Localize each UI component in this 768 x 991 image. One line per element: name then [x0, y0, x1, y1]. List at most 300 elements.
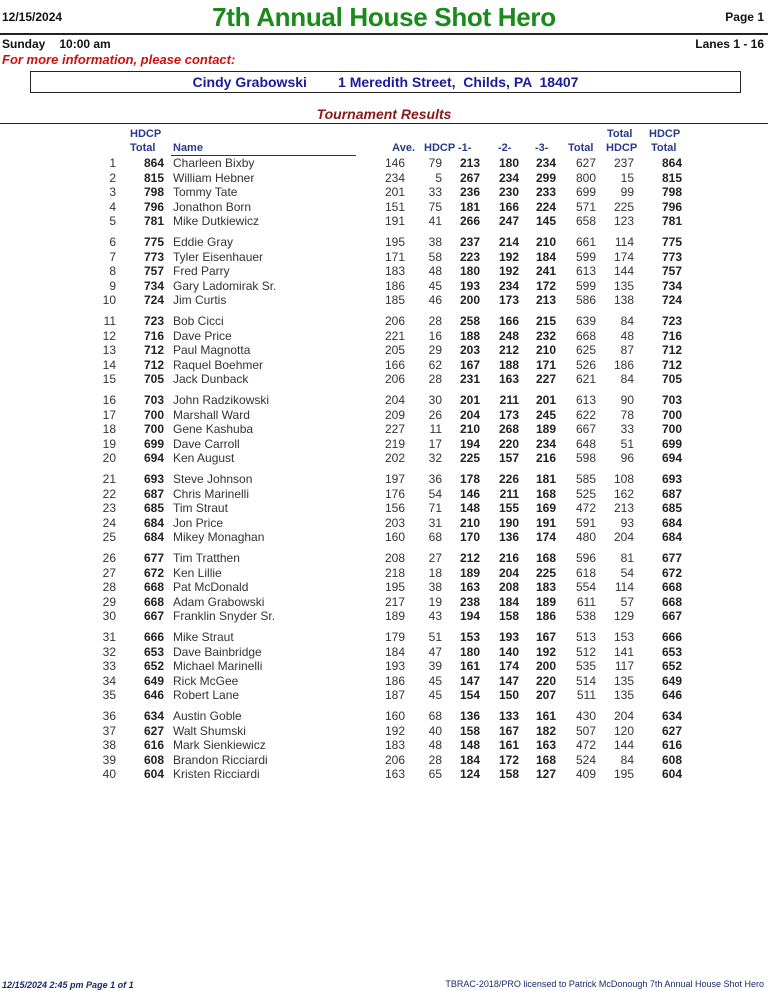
total-handicap-cell: 204 — [613, 530, 634, 544]
hdcp-total-cell: 608 — [143, 752, 164, 767]
table-row — [0, 551, 768, 565]
total-handicap-cell: 108 — [613, 472, 634, 486]
game-2-cell: 174 — [498, 659, 519, 673]
game-2-cell: 192 — [498, 264, 519, 278]
place-cell: 38 — [102, 738, 116, 752]
contact-prompt: For more information, please contact: — [2, 52, 236, 67]
final-hdcp-total-cell: 723 — [661, 314, 682, 328]
final-hdcp-total-cell: 693 — [661, 472, 682, 486]
scratch-total-cell: 586 — [575, 293, 596, 307]
game-3-cell: 191 — [535, 515, 556, 530]
place-cell: 25 — [102, 530, 116, 544]
scratch-total-cell: 658 — [575, 214, 596, 228]
table-row — [0, 293, 768, 307]
hdcp-total-cell: 796 — [143, 199, 164, 214]
average-cell: 156 — [384, 501, 405, 515]
hdcp-total-cell: 684 — [143, 515, 164, 530]
game-2-cell: 208 — [498, 580, 519, 594]
hdcp-total-cell: 757 — [143, 264, 164, 278]
game-1-cell: 148 — [459, 738, 480, 752]
game-1-cell: 210 — [459, 515, 480, 530]
bowler-name-cell: Rick McGee — [173, 673, 239, 688]
game-2-cell: 247 — [498, 214, 519, 228]
total-handicap-cell: 93 — [620, 515, 634, 530]
bowler-name-cell: Jim Curtis — [173, 293, 227, 307]
game-1-cell: 124 — [459, 767, 480, 781]
scratch-total-cell: 513 — [575, 630, 596, 644]
average-cell: 218 — [384, 565, 405, 580]
scratch-total-cell: 526 — [575, 357, 596, 372]
game-1-cell: 167 — [459, 357, 480, 372]
game-1-cell: 148 — [459, 501, 480, 515]
game-2-cell: 190 — [498, 515, 519, 530]
total-handicap-cell: 153 — [613, 630, 634, 644]
game-3-cell: 241 — [535, 264, 556, 278]
report-title: 7th Annual House Shot Hero — [212, 2, 556, 32]
game-2-cell: 161 — [498, 738, 519, 752]
handicap-cell: 65 — [428, 767, 442, 781]
scratch-total-cell: 591 — [575, 515, 596, 530]
col-hdcp-total-bottom: Total — [130, 142, 156, 154]
bowler-name-cell: Ken Lillie — [173, 565, 222, 580]
game-1-cell: 237 — [459, 235, 480, 249]
place-cell: 30 — [102, 609, 116, 623]
total-handicap-cell: 123 — [613, 214, 634, 228]
final-hdcp-total-cell: 815 — [661, 170, 682, 185]
scratch-total-cell: 599 — [575, 278, 596, 293]
game-2-cell: 211 — [499, 393, 519, 407]
bowler-name-cell: Dave Bainbridge — [173, 644, 262, 659]
average-cell: 234 — [384, 170, 405, 185]
table-row — [0, 472, 768, 486]
game-2-cell: 234 — [498, 170, 519, 185]
handicap-cell: 45 — [428, 688, 442, 702]
average-cell: 160 — [384, 530, 405, 544]
average-cell: 189 — [384, 609, 405, 623]
hdcp-total-cell: 724 — [143, 293, 164, 307]
final-hdcp-total-cell: 796 — [661, 199, 682, 214]
game-2-cell: 212 — [498, 343, 519, 357]
total-handicap-cell: 213 — [613, 501, 634, 515]
place-cell: 22 — [102, 486, 116, 501]
game-1-cell: 231 — [459, 372, 480, 386]
game-1-cell: 258 — [459, 314, 480, 328]
game-3-cell: 168 — [535, 752, 556, 767]
handicap-cell: 36 — [428, 472, 442, 486]
hdcp-total-cell: 687 — [143, 486, 164, 501]
place-cell: 32 — [102, 644, 116, 659]
game-1-cell: 146 — [459, 486, 480, 501]
scratch-total-cell: 648 — [575, 436, 596, 451]
game-2-cell: 150 — [498, 688, 519, 702]
handicap-cell: 62 — [428, 357, 442, 372]
game-3-cell: 145 — [535, 214, 556, 228]
place-cell: 20 — [102, 451, 116, 465]
table-row — [0, 171, 768, 185]
game-1-cell: 136 — [459, 709, 480, 723]
game-1-cell: 180 — [459, 264, 480, 278]
final-hdcp-total-cell: 646 — [661, 688, 682, 702]
handicap-cell: 58 — [428, 249, 442, 264]
hdcp-total-cell: 712 — [143, 357, 164, 372]
place-cell: 21 — [102, 472, 116, 486]
table-row — [0, 343, 768, 357]
bowler-name-cell: Tyler Eisenhauer — [173, 249, 264, 264]
total-handicap-cell: 129 — [613, 609, 634, 623]
average-cell: 183 — [384, 738, 405, 752]
final-hdcp-total-cell: 734 — [661, 278, 682, 293]
total-handicap-cell: 114 — [614, 235, 634, 249]
table-row — [0, 393, 768, 407]
game-2-cell: 234 — [498, 278, 519, 293]
game-3-cell: 234 — [535, 156, 556, 170]
final-hdcp-total-cell: 608 — [661, 752, 682, 767]
bowler-name-cell: Steve Johnson — [173, 472, 253, 486]
header-divider — [0, 33, 768, 35]
hdcp-total-cell: 716 — [143, 328, 164, 343]
final-hdcp-total-cell: 724 — [661, 293, 682, 307]
final-hdcp-total-cell: 700 — [661, 407, 682, 422]
hdcp-total-cell: 684 — [143, 530, 164, 544]
bowler-name-cell: Michael Marinelli — [173, 659, 263, 673]
bowler-name-cell: Paul Magnotta — [173, 343, 251, 357]
game-3-cell: 127 — [535, 767, 556, 781]
handicap-cell: 43 — [428, 609, 442, 623]
handicap-cell: 28 — [428, 314, 442, 328]
game-1-cell: 193 — [459, 278, 480, 293]
table-row — [0, 156, 768, 170]
handicap-cell: 68 — [428, 530, 442, 544]
contact-box — [30, 71, 741, 93]
bowler-name-cell: Adam Grabowski — [173, 594, 265, 609]
hdcp-total-cell: 815 — [143, 170, 164, 185]
handicap-cell: 5 — [435, 170, 442, 185]
total-handicap-cell: 15 — [620, 170, 634, 185]
table-row — [0, 566, 768, 580]
game-1-cell: 225 — [459, 451, 480, 465]
game-1-cell: 163 — [459, 580, 480, 594]
handicap-cell: 48 — [428, 264, 442, 278]
game-2-cell: 172 — [498, 752, 519, 767]
col-total-hdcp-bottom: HDCP — [606, 142, 638, 154]
col-final-bottom: Total — [651, 142, 677, 154]
results-divider — [0, 123, 768, 124]
bowler-name-cell: Tim Straut — [173, 501, 228, 515]
average-cell: 227 — [384, 422, 405, 436]
footer-print-info: 12/15/2024 2:45 pm Page 1 of 1 — [2, 980, 134, 990]
place-cell: 8 — [109, 264, 116, 278]
scratch-total-cell: 571 — [575, 199, 596, 214]
place-cell: 36 — [102, 709, 116, 723]
game-2-cell: 192 — [498, 249, 519, 264]
handicap-cell: 47 — [428, 644, 442, 659]
hdcp-total-cell: 667 — [143, 609, 164, 623]
total-handicap-cell: 54 — [620, 565, 634, 580]
handicap-cell: 19 — [428, 594, 442, 609]
total-handicap-cell: 162 — [613, 486, 634, 501]
handicap-cell: 45 — [428, 673, 442, 688]
average-cell: 195 — [384, 580, 405, 594]
final-hdcp-total-cell: 712 — [661, 357, 682, 372]
game-2-cell: 166 — [498, 314, 519, 328]
total-handicap-cell: 81 — [620, 551, 634, 565]
final-hdcp-total-cell: 666 — [661, 630, 682, 644]
hdcp-total-cell: 649 — [143, 673, 164, 688]
col-final-top: HDCP — [649, 128, 681, 140]
place-cell: 11 — [103, 314, 116, 328]
game-1-cell: 178 — [459, 472, 480, 486]
scratch-total-cell: 514 — [575, 673, 596, 688]
game-3-cell: 192 — [535, 644, 556, 659]
game-3-cell: 167 — [535, 630, 556, 644]
table-row — [0, 580, 768, 594]
table-row — [0, 516, 768, 530]
page-number: Page 1 — [725, 10, 764, 24]
hdcp-total-cell: 668 — [143, 580, 164, 594]
bowler-name-cell: Tim Tratthen — [173, 551, 240, 565]
average-cell: 197 — [384, 472, 405, 486]
total-handicap-cell: 96 — [620, 451, 634, 465]
game-3-cell: 233 — [535, 185, 556, 199]
col-total: Total — [568, 142, 594, 154]
game-2-cell: 184 — [498, 594, 519, 609]
hdcp-total-cell: 703 — [143, 393, 164, 407]
handicap-cell: 75 — [428, 199, 442, 214]
game-3-cell: 225 — [535, 565, 556, 580]
average-cell: 166 — [384, 357, 405, 372]
bowler-name-cell: Eddie Gray — [173, 235, 234, 249]
scratch-total-cell: 507 — [575, 723, 596, 738]
table-row — [0, 372, 768, 386]
col-hdcp: HDCP — [424, 142, 456, 154]
table-row — [0, 422, 768, 436]
hdcp-total-cell: 700 — [143, 407, 164, 422]
game-1-cell: 201 — [459, 393, 480, 407]
game-2-cell: 211 — [499, 486, 519, 501]
game-2-cell: 268 — [498, 422, 519, 436]
table-row — [0, 314, 768, 328]
col-game-1: -1- — [458, 142, 472, 154]
game-3-cell: 186 — [535, 609, 556, 623]
final-hdcp-total-cell: 685 — [661, 501, 682, 515]
game-2-cell: 166 — [498, 199, 519, 214]
col-name: Name — [173, 142, 203, 154]
game-1-cell: 213 — [459, 156, 480, 170]
average-cell: 186 — [384, 673, 405, 688]
final-hdcp-total-cell: 703 — [661, 393, 682, 407]
handicap-cell: 48 — [428, 738, 442, 752]
game-3-cell: 189 — [535, 422, 556, 436]
hdcp-total-cell: 775 — [143, 235, 164, 249]
place-cell: 1 — [109, 156, 116, 170]
game-2-cell: 155 — [498, 501, 519, 515]
handicap-cell: 26 — [428, 407, 442, 422]
game-3-cell: 215 — [535, 314, 556, 328]
average-cell: 205 — [384, 343, 405, 357]
bowler-name-cell: Robert Lane — [173, 688, 240, 702]
game-3-cell: 232 — [535, 328, 556, 343]
scratch-total-cell: 511 — [576, 688, 596, 702]
total-handicap-cell: 135 — [613, 278, 634, 293]
table-row — [0, 437, 768, 451]
game-1-cell: 188 — [459, 328, 480, 343]
final-hdcp-total-cell: 798 — [661, 185, 682, 199]
hdcp-total-cell: 685 — [143, 501, 164, 515]
game-2-cell: 167 — [498, 723, 519, 738]
scratch-total-cell: 472 — [575, 501, 596, 515]
average-cell: 163 — [384, 767, 405, 781]
bowler-name-cell: Brandon Ricciardi — [173, 752, 268, 767]
scratch-total-cell: 599 — [575, 249, 596, 264]
game-3-cell: 184 — [535, 249, 556, 264]
scratch-total-cell: 525 — [575, 486, 596, 501]
table-row — [0, 185, 768, 199]
total-handicap-cell: 225 — [613, 199, 634, 214]
handicap-cell: 45 — [428, 278, 442, 293]
table-row — [0, 724, 768, 738]
game-1-cell: 154 — [459, 688, 480, 702]
table-row — [0, 630, 768, 644]
place-cell: 16 — [102, 393, 116, 407]
session-day-time — [2, 37, 111, 51]
final-hdcp-total-cell: 705 — [661, 372, 682, 386]
table-row — [0, 358, 768, 372]
total-handicap-cell: 114 — [614, 580, 634, 594]
place-cell: 7 — [109, 249, 116, 264]
final-hdcp-total-cell: 694 — [661, 451, 682, 465]
place-cell: 29 — [102, 594, 116, 609]
game-3-cell: 174 — [535, 530, 556, 544]
game-3-cell: 161 — [535, 709, 556, 723]
handicap-cell: 41 — [428, 214, 442, 228]
place-cell: 35 — [102, 688, 116, 702]
total-handicap-cell: 120 — [613, 723, 634, 738]
final-hdcp-total-cell: 864 — [661, 156, 682, 170]
table-row — [0, 738, 768, 752]
game-3-cell: 201 — [535, 393, 556, 407]
game-3-cell: 224 — [535, 199, 556, 214]
average-cell: 203 — [384, 515, 405, 530]
average-cell: 195 — [384, 235, 405, 249]
hdcp-total-cell: 694 — [143, 451, 164, 465]
average-cell: 160 — [384, 709, 405, 723]
total-handicap-cell: 57 — [620, 594, 634, 609]
handicap-cell: 79 — [428, 156, 442, 170]
handicap-cell: 39 — [428, 659, 442, 673]
average-cell: 151 — [384, 199, 405, 214]
game-3-cell: 234 — [535, 436, 556, 451]
table-row — [0, 408, 768, 422]
final-hdcp-total-cell: 649 — [661, 673, 682, 688]
col-total-hdcp-top: Total — [607, 128, 633, 140]
total-handicap-cell: 195 — [613, 767, 634, 781]
average-cell: 206 — [384, 372, 405, 386]
total-handicap-cell: 87 — [620, 343, 634, 357]
average-cell: 193 — [384, 659, 405, 673]
total-handicap-cell: 33 — [620, 422, 634, 436]
game-1-cell: 204 — [459, 407, 480, 422]
final-hdcp-total-cell: 668 — [661, 594, 682, 609]
game-1-cell: 236 — [459, 185, 480, 199]
average-cell: 219 — [384, 436, 405, 451]
game-1-cell: 170 — [459, 530, 480, 544]
game-2-cell: 214 — [498, 235, 519, 249]
handicap-cell: 29 — [428, 343, 442, 357]
final-hdcp-total-cell: 668 — [661, 580, 682, 594]
game-2-cell: 216 — [498, 551, 519, 565]
place-cell: 24 — [102, 515, 116, 530]
table-row — [0, 329, 768, 343]
total-handicap-cell: 78 — [620, 407, 634, 422]
place-cell: 31 — [102, 630, 116, 644]
average-cell: 176 — [384, 486, 405, 501]
scratch-total-cell: 800 — [575, 170, 596, 185]
table-row — [0, 767, 768, 781]
place-cell: 23 — [102, 501, 116, 515]
handicap-cell: 28 — [428, 752, 442, 767]
handicap-cell: 38 — [428, 235, 442, 249]
place-cell: 15 — [102, 372, 116, 386]
place-cell: 5 — [109, 214, 116, 228]
game-1-cell: 153 — [459, 630, 480, 644]
bowler-name-cell: Pat McDonald — [173, 580, 249, 594]
game-1-cell: 200 — [459, 293, 480, 307]
total-handicap-cell: 135 — [613, 688, 634, 702]
place-cell: 2 — [109, 170, 116, 185]
scratch-total-cell: 524 — [575, 752, 596, 767]
place-cell: 39 — [102, 752, 116, 767]
game-2-cell: 188 — [498, 357, 519, 372]
total-handicap-cell: 144 — [613, 264, 634, 278]
handicap-cell: 51 — [428, 630, 442, 644]
bowler-name-cell: Fred Parry — [173, 264, 230, 278]
table-row — [0, 530, 768, 544]
game-2-cell: 136 — [498, 530, 519, 544]
total-handicap-cell: 204 — [613, 709, 634, 723]
bowler-name-cell: Kristen Ricciardi — [173, 767, 260, 781]
final-hdcp-total-cell: 677 — [661, 551, 682, 565]
final-hdcp-total-cell: 700 — [661, 422, 682, 436]
place-cell: 6 — [109, 235, 116, 249]
average-cell: 204 — [384, 393, 405, 407]
hdcp-total-cell: 627 — [143, 723, 164, 738]
average-cell: 206 — [384, 314, 405, 328]
results-title: Tournament Results — [316, 106, 452, 122]
scratch-total-cell: 430 — [575, 709, 596, 723]
average-cell: 183 — [384, 264, 405, 278]
game-2-cell: 133 — [498, 709, 519, 723]
game-2-cell: 157 — [498, 451, 519, 465]
handicap-cell: 28 — [428, 372, 442, 386]
game-3-cell: 200 — [535, 659, 556, 673]
hdcp-total-cell: 677 — [143, 551, 164, 565]
game-3-cell: 181 — [535, 472, 556, 486]
bowler-name-cell: John Radzikowski — [173, 393, 270, 407]
bowler-name-cell: Tommy Tate — [173, 185, 238, 199]
game-2-cell: 173 — [498, 293, 519, 307]
game-1-cell: 203 — [459, 343, 480, 357]
handicap-cell: 32 — [428, 451, 442, 465]
final-hdcp-total-cell: 634 — [661, 709, 682, 723]
game-3-cell: 168 — [535, 551, 556, 565]
handicap-cell: 30 — [428, 393, 442, 407]
table-row — [0, 659, 768, 673]
total-handicap-cell: 99 — [620, 185, 634, 199]
table-row — [0, 595, 768, 609]
bowler-name-cell: Mike Dutkiewicz — [173, 214, 260, 228]
final-hdcp-total-cell: 616 — [661, 738, 682, 752]
hdcp-total-cell: 798 — [143, 185, 164, 199]
